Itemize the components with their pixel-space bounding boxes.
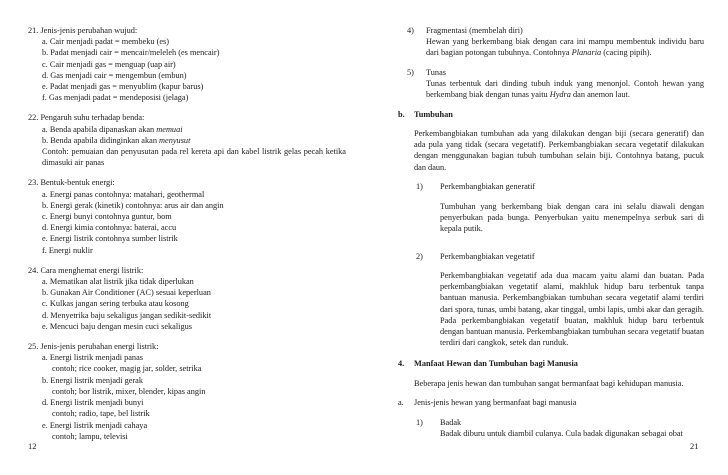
section-number: 4. (398, 359, 405, 369)
section-text: Beberapa jenis hewan dan tumbuhan sangat bermanfaat bagi kehidupan manusia. (414, 378, 684, 388)
list-item: f. Gas menjadi padat = mendeposisi (jelaga) (42, 93, 189, 103)
list-item: c. Cair menjadi gas = menguap (uap air) (42, 59, 176, 69)
spacer (398, 59, 704, 67)
list-item: d. Menyetrika baju sekaligus jangan sedikit-sedikit (42, 310, 212, 320)
item-emphasis: menyusut (159, 135, 191, 145)
species-name: Hydra (549, 90, 571, 100)
list-item: a. Energi panas contohnya: matahari, geothermal (42, 189, 205, 199)
list-item: b. Gunakan Air Conditioner (AC) sesuai keperluan (42, 288, 211, 298)
left-page (28, 25, 346, 451)
list-item: d. Gas menjadi cair = mengembun (embun) (42, 70, 187, 80)
text-part: (cacing pipih). (601, 48, 652, 58)
hewan-subsection (398, 397, 704, 408)
item-title: Badak (440, 417, 462, 427)
section-title: Manfaat Hewan dan Tumbuhan bagi Manusia (414, 359, 578, 369)
item-title: Perkembangbiakan generatif (440, 182, 536, 192)
section-25 (28, 341, 346, 442)
manfaat-section (398, 358, 704, 389)
section-letter: b. (398, 109, 405, 119)
item-text: Tumbuhan yang berkembang biak dengan cara ini selalu diawali dengan penyerbukan pada bunga. Penyerbukan yaitu menempelnya serbuk sari di kepala putik. (440, 201, 704, 234)
list-item: d. Energi kimia contohnya: baterai, accu (42, 223, 177, 233)
list-item: e. Energi listrik contohnya sumber listrik (42, 234, 178, 244)
list-item: d. Energi listrik menjadi bunyi (42, 398, 144, 408)
list-item: f. Energi nuklir (42, 245, 93, 255)
section-21-title: 21. Jenis-jenis perubahan wujud: (28, 26, 138, 35)
item-number: 2) (416, 251, 423, 261)
item-text: a. Benda apabila dipanaskan akan (42, 124, 157, 134)
item-title: Jenis-jenis hewan yang bermanfaat bagi manusia (414, 398, 577, 408)
list-item: b. Padat menjadi cair = mencair/meleleh (es mencair) (42, 48, 220, 58)
text-part: Hewan yang berkembang biak dengan cara ini mampu membentuk individu baru dari bagian potongan tubuhnya. Contohnya (426, 37, 704, 58)
list-item: c. Energi bunyi contohnya guntur, bom (42, 212, 172, 222)
tumbuhan-section (398, 109, 704, 173)
species-name: Planaria (571, 48, 602, 58)
badak-item (398, 417, 704, 439)
example-text: contoh; radio, tape, bel listrik (52, 409, 150, 419)
item-text: b. Benda apabila didinginkan akan (42, 135, 160, 145)
list-item: a. Cair menjadi padat = membeku (es) (42, 37, 170, 47)
item-letter: a. (398, 398, 404, 408)
list-item: b. Energi gerak (kinetik) contohnya: arus air dan angin (42, 200, 224, 210)
item-number: 1) (416, 182, 423, 192)
item-text: Badak diburu untuk diambil culanya. Cula badak digunakan sebagai obat (440, 429, 683, 439)
item-text (426, 78, 704, 100)
example-text: Contoh: pemuaian dan penyusutan pada rel kereta api dan kabel listrik gelas pecah ketika dimasuki air panas (42, 147, 346, 168)
section-title: Tumbuhan (414, 109, 453, 119)
page-number-right: 21 (690, 441, 699, 451)
section-24 (28, 265, 346, 332)
item-number: 1) (416, 417, 423, 427)
section-23-title: 23. Bentuk-bentuk energi: (28, 178, 115, 188)
list-item: c. Kulkas jangan sering terbuka atau kosong (42, 299, 189, 309)
item-number: 5) (407, 67, 414, 77)
example-text: contoh; bor listrik, mixer, blender, kipas angin (52, 386, 206, 396)
page-number-left: 12 (28, 441, 37, 451)
item-title: Perkembangbiakan vegetatif (440, 251, 535, 261)
section-21 (28, 25, 346, 103)
section-22-title: 22. Pengaruh suhu terhadap benda: (28, 113, 145, 123)
item-number: 4) (407, 26, 414, 35)
right-page (398, 25, 704, 439)
section-text: Perkembangbiakan tumbuhan ada yang dilakukan dengan biji (secara generatif) dan ada pula yang tidak (secara vegetatif). Perkembangbiakan secara vegetatif dilakukan dengan menggunakan bagian tubuh tumbuhan selain biji. Contohnya batang, pucuk dan daun. (414, 129, 704, 172)
list-item: a. Energi listrik menjadi panas (42, 353, 143, 363)
section-23 (28, 177, 346, 255)
section-24-title: 24. Cara menghemat energi listrik: (28, 265, 144, 275)
item-title: Tunas (426, 67, 446, 77)
list-item (28, 135, 346, 146)
list-item (28, 124, 346, 135)
vegetatif-item (398, 251, 704, 262)
list-item: e. Padat menjadi gas = menyublim (kapur barus) (42, 82, 204, 92)
list-item: a. Mematikan alat listrik jika tidak diperlukan (42, 277, 194, 287)
section-22 (28, 112, 346, 168)
tunas-item (398, 67, 704, 101)
list-item: e. Energi listrik menjadi cahaya (42, 420, 148, 430)
list-item: b. Energi listrik menjadi gerak (42, 375, 143, 385)
spacer (398, 234, 704, 242)
item-title: Fragmentasi (membelah diri) (426, 26, 523, 35)
text-part: Tunas terbentuk dari dinding tubuh induk yang menonjol. Contoh hewan yang berkembang biak dengan tunas yaitu (426, 78, 704, 100)
fragmentasi-item (398, 25, 704, 59)
example-text: contoh; lampu, televisi (52, 431, 128, 441)
item-text (426, 36, 704, 58)
list-item: e. Mencuci baju dengan mesin cuci sekaligus (42, 321, 192, 331)
text-part: dan anemon laut. (570, 90, 630, 100)
section-25-title: 25. Jenis-jenis perubahan energi listrik: (28, 342, 159, 352)
item-emphasis: memuai (156, 124, 183, 134)
item-text: Perkembangbiakan vegetatif ada dua macam yaitu alami dan buatan. Pada perkembangbiakan vegetatif alami, makhluk hidup baru terbentuk tanpa bantuan manusia. Perkembangbiakan tumbuhan secara vegetatif alami terdiri dari spora, tunas, umbi batang, akar tinggal, umbi lapis, umbi akar dan geragih. Pada perkembangbiakan vegetatif buatan, makhluk hidup baru terbentuk dengan bantuan manusia. Perkembangbiakan tumbuhan secara vegetatif buatan terdiri dari cangkok, setek dan runduk. (440, 271, 704, 348)
generatif-item (398, 181, 704, 192)
example-text: contoh; rice cooker, magig jar, solder, setrika (52, 364, 202, 374)
